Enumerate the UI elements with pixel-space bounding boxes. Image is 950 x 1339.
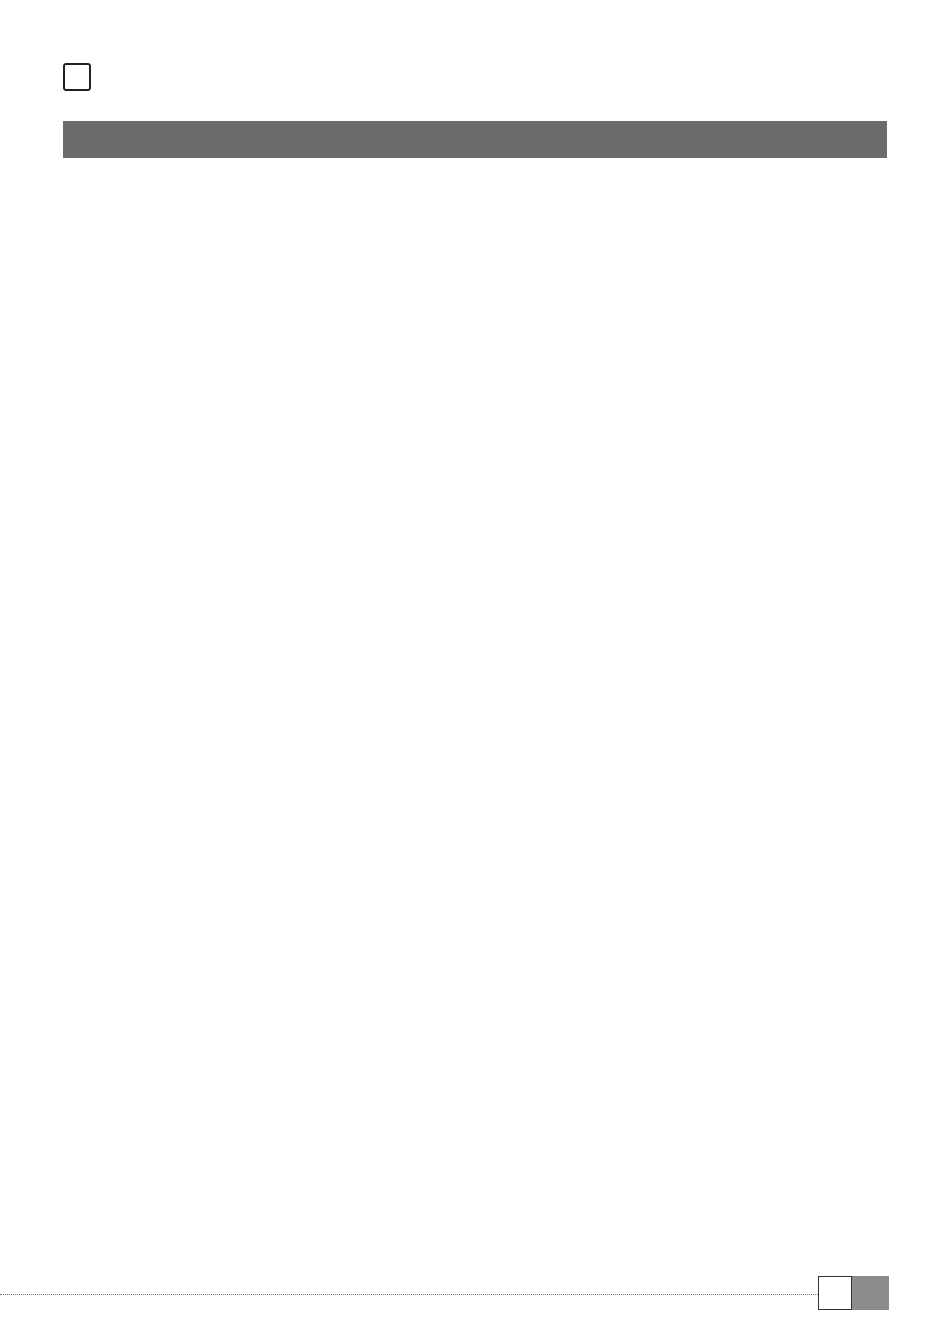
info-icon	[63, 60, 108, 91]
footer-dotted-line	[0, 1294, 818, 1295]
page-number	[818, 1276, 852, 1310]
language-badge	[852, 1276, 889, 1310]
section-heading	[63, 121, 887, 158]
info-note	[63, 60, 887, 91]
document-page	[63, 60, 887, 176]
